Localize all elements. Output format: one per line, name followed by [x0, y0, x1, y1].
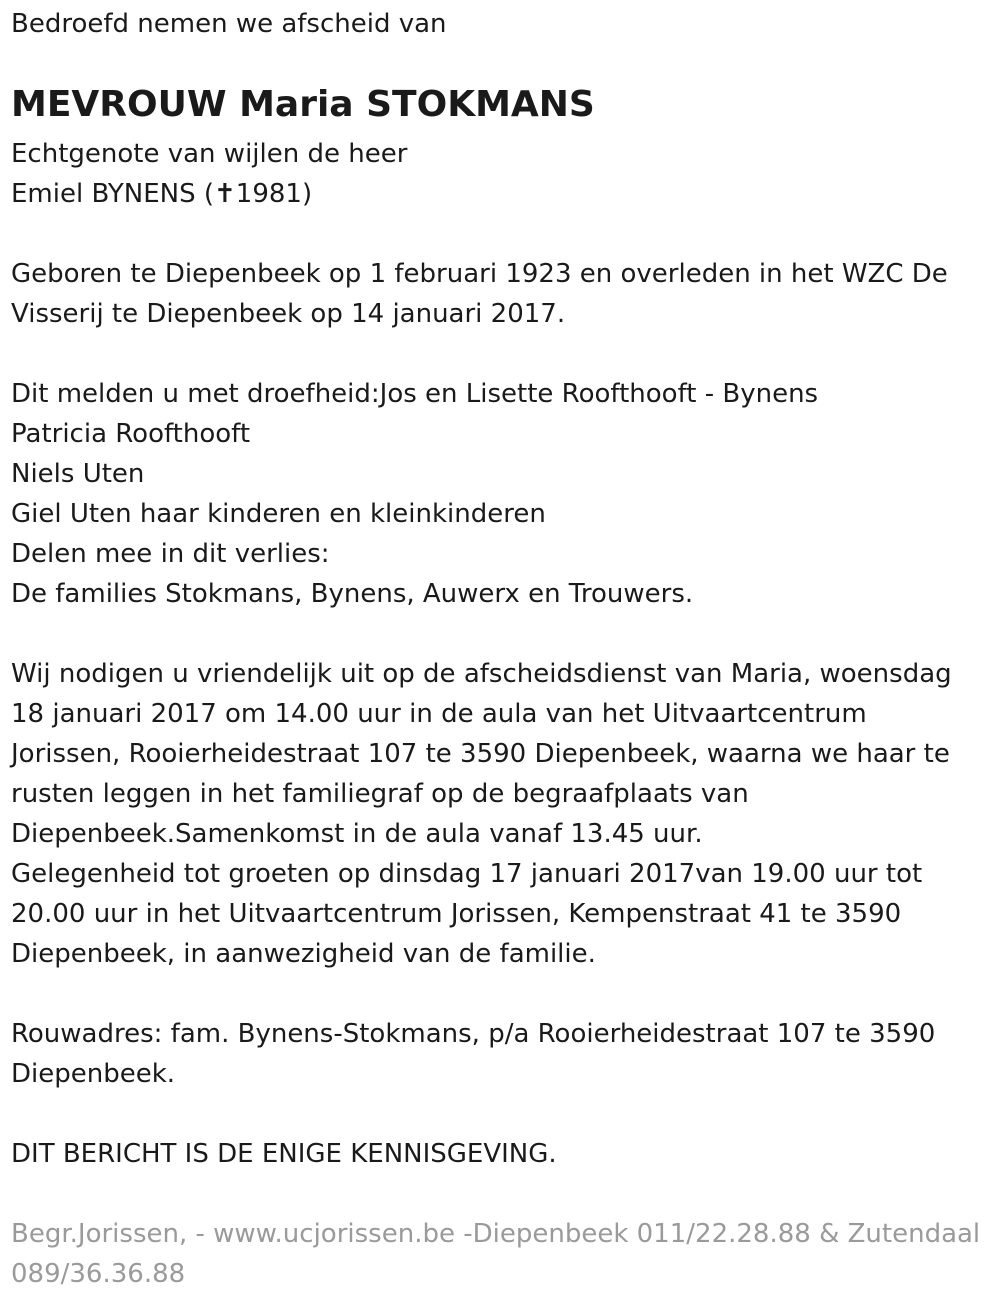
family-section: [11, 374, 818, 614]
deceased-name: MEVROUW Maria STOKMANS: [11, 84, 595, 125]
ceremony-section: [11, 654, 952, 974]
birth-death-line: Visserij te Diepenbeek op 14 januari 2017.: [11, 299, 566, 329]
footer-line: 089/36.36.88: [11, 1259, 186, 1289]
ceremony-line: 20.00 uur in het Uitvaartcentrum Jorissen, Kempenstraat 41 te 3590: [11, 899, 902, 929]
family-line: Giel Uten haar kinderen en kleinkinderen: [11, 499, 546, 529]
ceremony-line: rusten leggen in het familiegraf op de begraafplaats van: [11, 779, 749, 809]
intro-text: Bedroefd nemen we afscheid van: [11, 9, 447, 39]
ceremony-line: 18 januari 2017 om 14.00 uur in de aula van het Uitvaartcentrum: [11, 699, 867, 729]
ceremony-line: Diepenbeek, in aanwezigheid van de familie.: [11, 939, 596, 969]
address-line: Rouwadres: fam. Bynens-Stokmans, p/a Rooierheidestraat 107 te 3590: [11, 1019, 936, 1049]
footer-line: Begr.Jorissen, - www.ucjorissen.be -Diepenbeek 011/22.28.88 & Zutendaal: [11, 1219, 981, 1249]
address-line: Diepenbeek.: [11, 1059, 176, 1089]
mourning-address-section: [11, 1014, 935, 1094]
ceremony-line: Gelegenheid tot groeten op dinsdag 17 januari 2017van 19.00 uur tot: [11, 859, 923, 889]
family-line: Delen mee in dit verlies:: [11, 539, 330, 569]
spouse-line: Emiel BYNENS (✝1981): [11, 179, 313, 209]
birth-death-section: [11, 254, 948, 334]
notice-section: [11, 1134, 557, 1174]
only-notice-text: DIT BERICHT IS DE ENIGE KENNISGEVING.: [11, 1139, 557, 1169]
spouse-line: Echtgenote van wijlen de heer: [11, 139, 408, 169]
family-line: Niels Uten: [11, 459, 145, 489]
ceremony-line: Wij nodigen u vriendelijk uit op de afscheidsdienst van Maria, woensdag: [11, 659, 952, 689]
funeral-home-footer: [11, 1214, 980, 1294]
ceremony-line: Diepenbeek.Samenkomst in de aula vanaf 13.45 uur.: [11, 819, 703, 849]
family-line: Patricia Roofthooft: [11, 419, 251, 449]
spouse-section: [11, 134, 407, 214]
birth-death-line: Geboren te Diepenbeek op 1 februari 1923 en overleden in het WZC De: [11, 259, 948, 289]
ceremony-line: Jorissen, Rooierheidestraat 107 te 3590 Diepenbeek, waarna we haar te: [11, 739, 950, 769]
family-line: De families Stokmans, Bynens, Auwerx en Trouwers.: [11, 579, 694, 609]
family-line: Dit melden u met droefheid:Jos en Lisette Roofthooft - Bynens: [11, 379, 819, 409]
